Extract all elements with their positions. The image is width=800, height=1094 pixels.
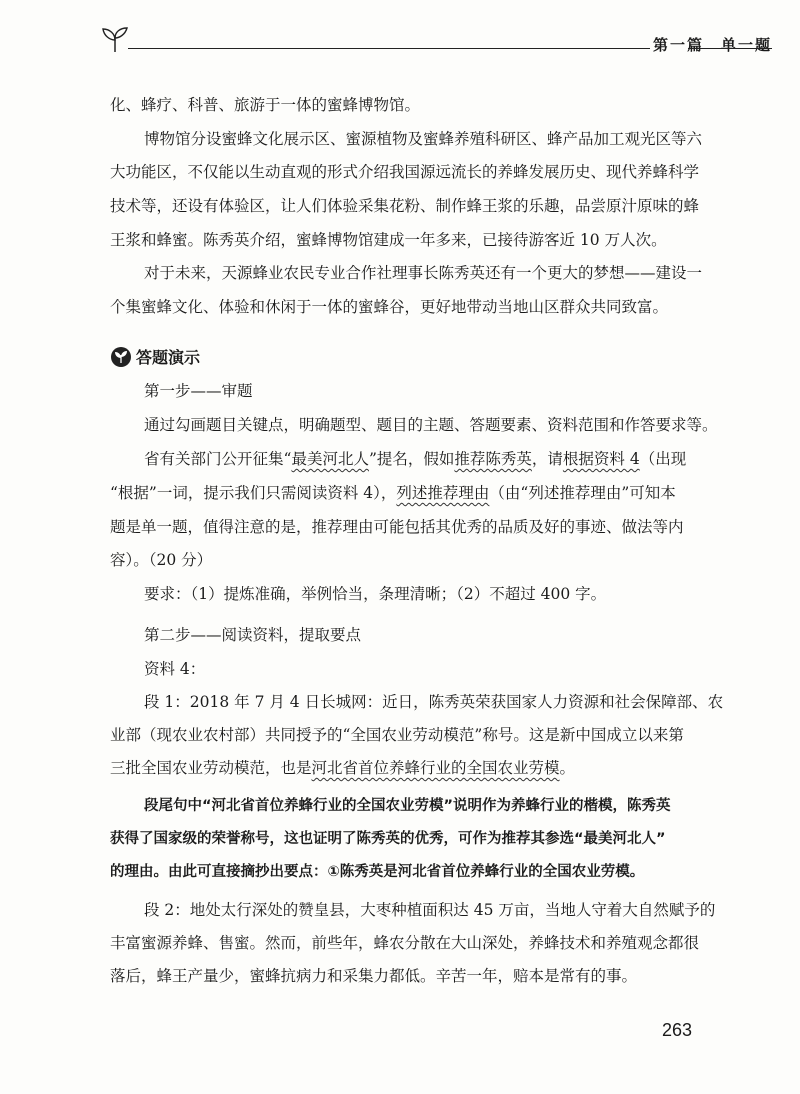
text-span: ”提名，假如 (368, 450, 455, 468)
header-rule-left (128, 48, 650, 49)
header-rule-right (688, 48, 772, 49)
material-line: 落后，蜂王产量少，蜜蜂抗病力和采集力都低。辛苦一年，赔本是常有的事。 (110, 967, 638, 985)
page-header (100, 26, 772, 56)
body-line: 大功能区，不仅能以生动直观的形式介绍我国源远流长的养蜂发展历史、现代养蜂科学 (110, 163, 700, 181)
sprout-icon (100, 26, 130, 54)
material-line: 段 1：2018 年 7 月 4 日长城网：近日，陈秀英荣获国家人力资源和社会保障部、农 (144, 693, 724, 711)
analysis-line: 的理由。由此可直接摘抄出要点：①陈秀英是河北省首位养蜂行业的全国农业劳模。 (110, 864, 645, 880)
body-line: 化、蜂疗、科普、旅游于一体的蜜蜂博物馆。 (110, 96, 421, 114)
keyword-wavy: 列述推荐理由 (396, 484, 490, 502)
question-line (144, 448, 686, 470)
body-line: 个集蜜蜂文化、体验和休闲于一体的蜜蜂谷，更好地带动当地山区群众共同致富。 (110, 298, 669, 316)
question-line (110, 482, 676, 504)
body-line: 博物馆分设蜜蜂文化展示区、蜜源植物及蜜蜂养殖科研区、蜂产品加工观光区等六 (144, 130, 703, 148)
text-span: （由“列述推荐理由”可知本 (489, 484, 676, 502)
keyword-wavy: 河北省首位养蜂行业的全国农业劳模 (311, 759, 560, 777)
text-span: 省有关部门公开征集“ (144, 450, 292, 468)
body-line: 技术等，还设有体验区，让人们体验采集花粉、制作蜂王浆的乐趣，品尝原汁原味的蜂 (110, 197, 700, 215)
text-span: 。 (559, 759, 576, 777)
body-line: 对于未来，天源蜂业农民专业合作社理事长陈秀英还有一个更大的梦想——建设一 (144, 264, 703, 282)
analysis-line: 获得了国家级的荣誉称号，这也证明了陈秀英的优秀，可作为推荐其参选“最美河北人” (110, 831, 666, 847)
analysis-line: 段尾句中“河北省首位养蜂行业的全国农业劳模”说明作为养蜂行业的楷模，陈秀英 (144, 798, 671, 814)
section-title: 答题演示 (136, 348, 201, 367)
text-span: ，请 (531, 450, 563, 468)
text-span: “根据”一词，提示我们只需阅读资料 4）， (110, 484, 397, 502)
text-span: 三批全国农业劳动模范，也是 (110, 759, 312, 777)
question-line: 题是单一题，值得注意的是，推荐理由可能包括其优秀的品质及好的事迹、做法等内 (110, 518, 684, 536)
material-line (110, 757, 575, 779)
step1-intro: 通过勾画题目关键点，明确题型、题目的主题、答题要素、资料范围和作答要求等。 (144, 416, 718, 434)
requirement-line: 要求：（1）提炼准确，举例恰当，条理清晰；（2）不超过 400 字。 (144, 585, 607, 603)
body-line: 王浆和蜂蜜。陈秀英介绍，蜜蜂博物馆建成一年多来，已接待游客近 10 万人次。 (110, 231, 667, 249)
chapter-title: 第一篇 单一题 (653, 36, 773, 54)
keyword-wavy: 最美河北人 (291, 450, 369, 468)
keyword-wavy: 推荐陈秀英 (454, 450, 532, 468)
material-line: 段 2：地处太行深处的赞皇县，大枣种植面积达 45 万亩，当地人守着大自然赋予的 (144, 901, 716, 919)
question-line: 容）。（20 分） (110, 551, 213, 569)
keyword-wavy: 根据资料 4 (562, 450, 640, 468)
page-number: 263 (662, 1020, 693, 1040)
step2-title: 第二步——阅读资料，提取要点 (144, 626, 362, 644)
step1-title: 第一步——审题 (144, 382, 253, 400)
material-line: 业部（现农业农村部）共同授予的“全国农业劳动模范”称号。这是新中国成立以来第 (110, 726, 684, 744)
material-line: 丰富蜜源养蜂、售蜜。然而，前些年，蜂农分散在大山深处，养蜂技术和养殖观念都很 (110, 934, 700, 952)
text-span: （出现 (639, 450, 687, 468)
leaf-badge-icon (110, 346, 132, 368)
material-label: 资料 4： (144, 660, 206, 678)
